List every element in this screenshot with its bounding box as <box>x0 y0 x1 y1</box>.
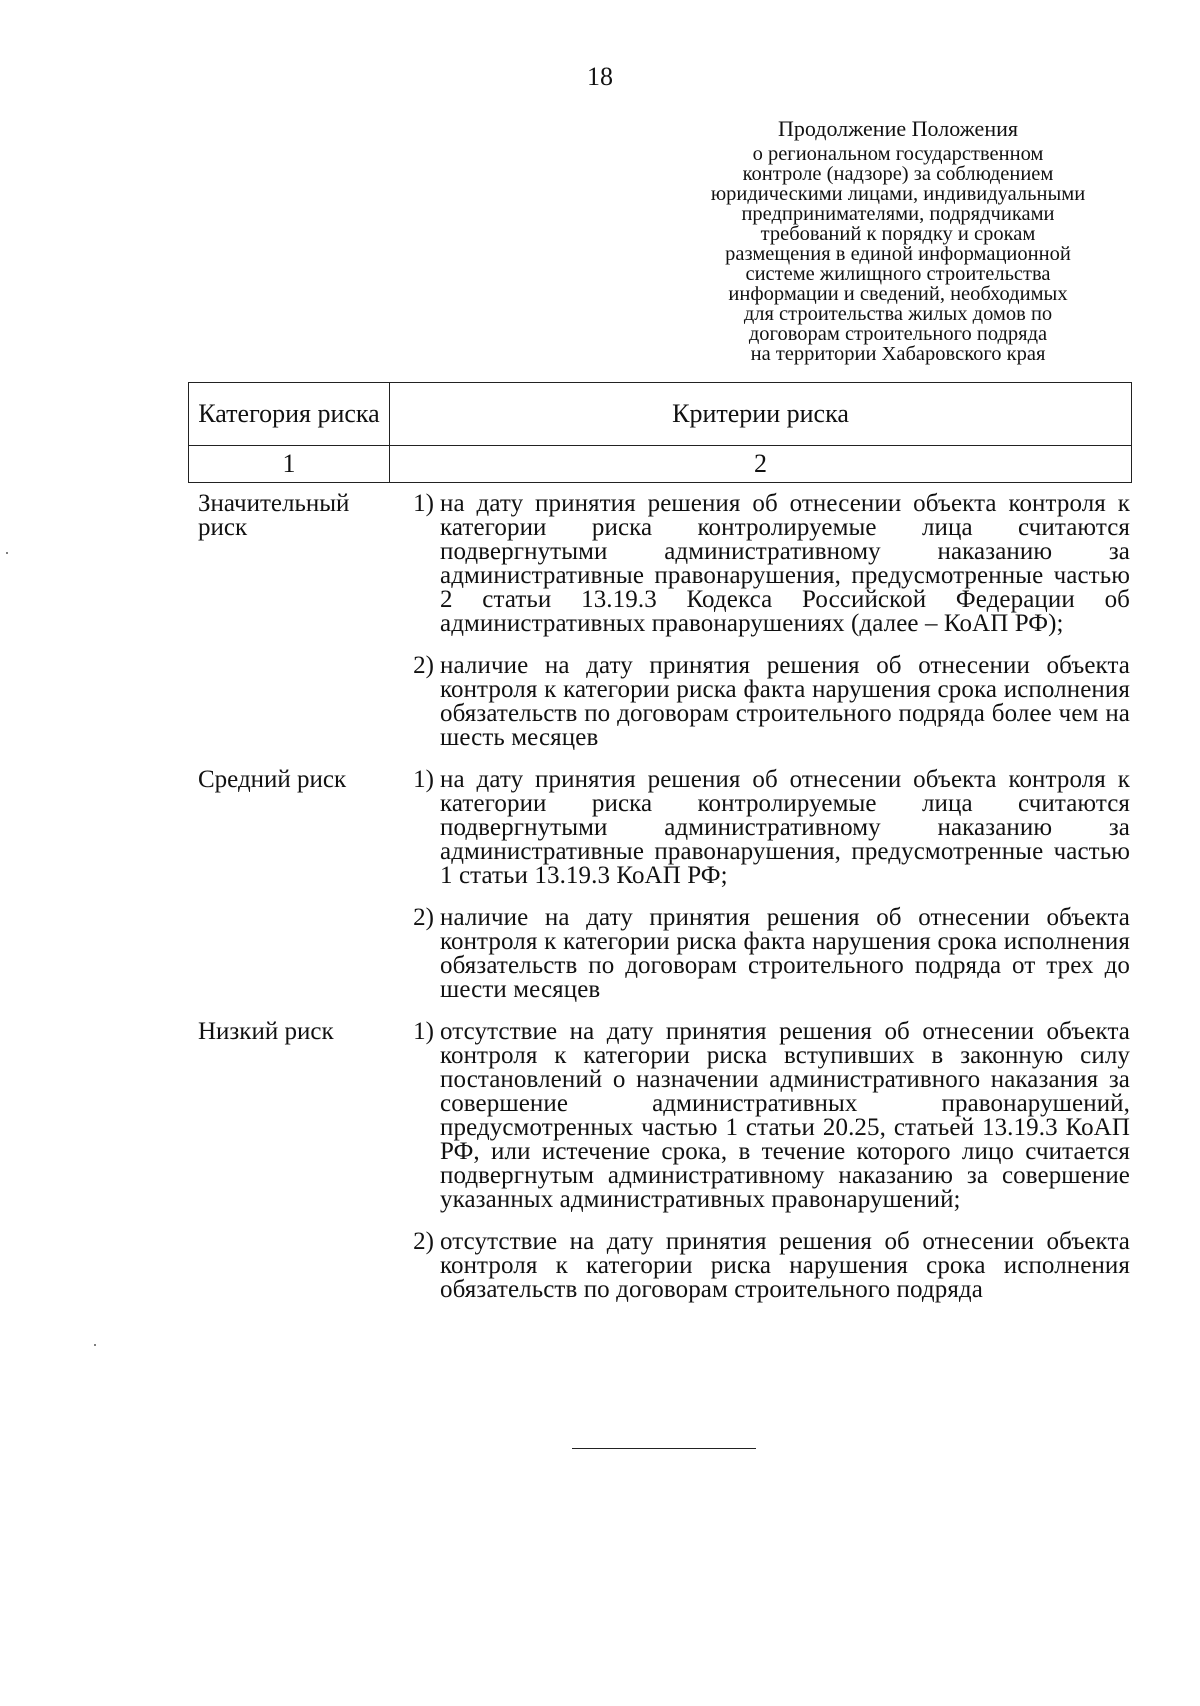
risk-table-header <box>188 382 1132 483</box>
item-number: 2) <box>413 904 434 931</box>
risk-category: Значительный риск <box>198 490 350 541</box>
column-header-category: Категория риска <box>189 383 390 446</box>
risk-category: Средний риск <box>198 766 347 793</box>
header-line: размещения в единой информационной <box>725 243 1071 265</box>
item-text: отсутствие на дату принятия решения об отнесении объекта контроля к категории риска нарушения срока исполнения обязательств по договорам строительного подряда <box>440 1228 1130 1303</box>
table-row <box>198 492 1130 768</box>
item-number: 2) <box>413 652 434 679</box>
table-row <box>198 768 1130 1020</box>
risk-criteria <box>398 1020 1130 1320</box>
item-number: 2) <box>413 1228 434 1255</box>
document-header <box>668 114 1128 364</box>
risk-criteria <box>398 768 1130 1020</box>
list-item <box>398 492 1130 636</box>
table-row <box>198 1020 1130 1320</box>
item-text: на дату принятия решения об отнесении объекта контроля к категории риска контролируемые лица считаются подвергнутыми административному наказанию за административные правонарушения, предусмотренные частью 1 статьи 13.19.3 КоАП РФ; <box>440 766 1130 889</box>
header-line: для строительства жилых домов по <box>743 303 1053 325</box>
list-item <box>398 1230 1130 1302</box>
header-line: контроле (надзоре) за соблюдением <box>742 163 1054 185</box>
column-number-1: 1 <box>189 446 390 483</box>
list-item <box>398 906 1130 1002</box>
header-line: предпринимателями, подрядчиками <box>741 203 1055 225</box>
scan-speck <box>94 1344 96 1346</box>
column-header-criteria: Критерии риска <box>390 383 1132 446</box>
header-line: требований к порядку и срокам <box>760 223 1036 245</box>
header-line: о региональном государственном <box>752 143 1044 165</box>
list-item <box>398 1020 1130 1212</box>
item-number: 1) <box>413 490 434 517</box>
item-text: наличие на дату принятия решения об отнесении объекта контроля к категории риска факта нарушения срока исполнения обязательств по договорам строительного подряда более чем на шесть месяцев <box>440 652 1130 751</box>
scan-speck <box>6 552 8 554</box>
header-line: Продолжение Положения <box>778 116 1018 141</box>
list-item <box>398 768 1130 888</box>
item-number: 1) <box>413 1018 434 1045</box>
risk-category: Низкий риск <box>198 1018 334 1045</box>
item-text: на дату принятия решения об отнесении объекта контроля к категории риска контролируемые лица считаются подвергнутыми административному наказанию за административные правонарушения, предусмотренные частью 2 статьи 13.19.3 Кодекса Российской Федерации об административных правонарушениях (далее – КоАП РФ); <box>440 490 1130 637</box>
risk-criteria <box>398 492 1130 768</box>
header-line: юридическими лицами, индивидуальными <box>710 183 1086 205</box>
item-text: наличие на дату принятия решения об отнесении объекта контроля к категории риска факта нарушения срока исполнения обязательств по договорам строительного подряда от трех до шести месяцев <box>440 904 1130 1003</box>
column-number-2: 2 <box>390 446 1132 483</box>
list-item <box>398 654 1130 750</box>
header-line: на территории Хабаровского края <box>750 343 1046 365</box>
end-divider <box>572 1448 756 1449</box>
page-number: 18 <box>587 62 613 91</box>
item-number: 1) <box>413 766 434 793</box>
risk-table-body <box>198 492 1130 1320</box>
header-line: информации и сведений, необходимых <box>728 283 1068 305</box>
header-line: системе жилищного строительства <box>745 263 1051 285</box>
header-line: договорам строительного подряда <box>748 323 1048 345</box>
item-text: отсутствие на дату принятия решения об отнесении объекта контроля к категории риска вступивших в законную силу постановлений о назначении административного наказания за совершение административных правонарушений, предусмотренных частью 1 статьи 20.25, статьей 13.19.3 КоАП РФ, или истечение срока, в течение которого лицо считается подвергнутым административному наказанию за совершение указанных административных правонарушений; <box>440 1018 1130 1213</box>
